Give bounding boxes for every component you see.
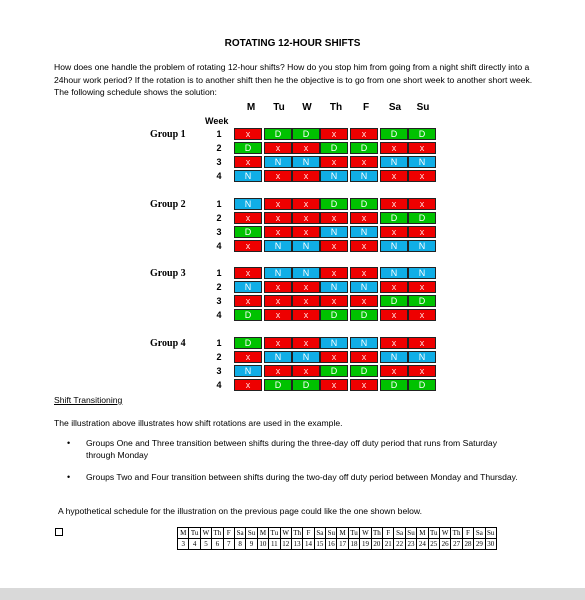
day-header: Th xyxy=(329,102,343,113)
day-shift-cell: D xyxy=(292,379,320,391)
week-number: 4 xyxy=(216,171,222,181)
day-shift-cell: D xyxy=(320,309,348,321)
night-shift-cell: N xyxy=(234,198,262,210)
calendar-date-cell: 4 xyxy=(189,539,200,550)
day-shift-cell: D xyxy=(264,128,292,140)
off-duty-cell: x xyxy=(292,198,320,210)
calendar-day-header: Th xyxy=(293,529,301,537)
calendar-day-header: Su xyxy=(247,529,256,537)
week-number: 1 xyxy=(216,199,222,209)
off-duty-cell: x xyxy=(408,198,436,210)
calendar-day-header: Tu xyxy=(430,529,438,537)
off-duty-cell: x xyxy=(408,226,436,238)
off-duty-cell: x xyxy=(234,240,262,252)
calendar-day-header: W xyxy=(439,528,450,539)
night-shift-cell: N xyxy=(320,337,348,349)
calendar-date-cell: 25 xyxy=(428,539,439,550)
day-shift-cell: D xyxy=(408,379,436,391)
off-duty-cell: x xyxy=(380,226,408,238)
day-shift-cell: D xyxy=(350,365,378,377)
off-duty-cell: x xyxy=(292,337,320,349)
day-shift-cell: D xyxy=(408,128,436,140)
off-duty-cell: x xyxy=(380,142,408,154)
night-shift-cell: N xyxy=(408,351,436,363)
off-duty-cell: x xyxy=(264,281,292,293)
calendar-date-cell: 28 xyxy=(462,539,473,550)
off-duty-cell: x xyxy=(320,267,348,279)
off-duty-cell: x xyxy=(350,379,378,391)
night-shift-cell: N xyxy=(292,156,320,168)
off-duty-cell: x xyxy=(408,337,436,349)
day-shift-cell: D xyxy=(234,309,262,321)
calendar-day-header: Tu xyxy=(190,529,199,537)
week-number: 4 xyxy=(216,380,222,390)
bullet-item-groups-one-three: Groups One and Three transition between shifts during the three-day off duty period that runs from Saturday through Monday xyxy=(86,438,497,460)
off-duty-cell: x xyxy=(264,365,292,377)
week-number: 1 xyxy=(216,129,222,139)
calendar-date-cell: 14 xyxy=(303,539,314,550)
off-duty-cell: x xyxy=(234,128,262,140)
day-shift-cell: D xyxy=(234,226,262,238)
night-shift-cell: N xyxy=(234,170,262,182)
off-duty-cell: x xyxy=(380,170,408,182)
calendar-table xyxy=(177,527,497,550)
off-duty-cell: x xyxy=(292,170,320,182)
off-duty-cell: x xyxy=(234,267,262,279)
calendar-day-header: Th xyxy=(452,529,461,537)
hypothetical-schedule-paragraph: A hypothetical schedule for the illustration on the previous page could like the one shown below. xyxy=(58,506,423,516)
group-label: Group 2 xyxy=(150,199,186,210)
bullet-item-groups-two-four: Groups Two and Four transition between shifts during the two-day off duty period between Monday and Thursday. xyxy=(86,472,518,482)
day-header: Su xyxy=(416,102,430,113)
calendar-date-cell: 29 xyxy=(474,539,485,550)
off-duty-cell: x xyxy=(408,365,436,377)
off-duty-cell: x xyxy=(320,351,348,363)
off-duty-cell: x xyxy=(320,240,348,252)
off-duty-cell: x xyxy=(320,295,348,307)
off-duty-cell: x xyxy=(264,295,292,307)
calendar-day-header: Sa xyxy=(474,528,485,539)
page-bottom-edge xyxy=(0,588,585,600)
night-shift-cell: N xyxy=(380,267,408,279)
day-header: F xyxy=(362,102,370,113)
group-label: Group 4 xyxy=(150,338,186,349)
off-duty-cell: x xyxy=(264,309,292,321)
bullet-dot: • xyxy=(67,438,71,448)
calendar-date-cell: 23 xyxy=(405,539,416,550)
off-duty-cell: x xyxy=(234,379,262,391)
calendar-date-cell: 21 xyxy=(383,539,394,550)
week-number: 2 xyxy=(216,143,222,153)
week-column-header: Week xyxy=(205,116,229,126)
night-shift-cell: N xyxy=(350,226,378,238)
night-shift-cell: N xyxy=(264,351,292,363)
calendar-day-header: Su xyxy=(487,529,495,537)
calendar-date-cell: 24 xyxy=(417,539,428,550)
off-duty-cell: x xyxy=(234,351,262,363)
day-shift-cell: D xyxy=(380,128,408,140)
calendar-day-header: M xyxy=(178,528,189,539)
off-duty-cell: x xyxy=(380,365,408,377)
calendar-day-header: F xyxy=(383,528,394,539)
night-shift-cell: N xyxy=(234,365,262,377)
illustration-paragraph: The illustration above illustrates how shift rotations are used in the example. xyxy=(54,418,343,428)
off-duty-cell: x xyxy=(234,295,262,307)
calendar-date-cell: 17 xyxy=(337,539,348,550)
calendar-date-cell: 11 xyxy=(269,539,280,550)
off-duty-cell: x xyxy=(292,142,320,154)
off-duty-cell: x xyxy=(350,295,378,307)
calendar-date-cell: 12 xyxy=(280,539,291,550)
off-duty-cell: x xyxy=(408,281,436,293)
night-shift-cell: N xyxy=(264,240,292,252)
night-shift-cell: N xyxy=(320,170,348,182)
calendar-day-header: M xyxy=(337,528,348,539)
calendar-day-header: W xyxy=(200,528,211,539)
off-duty-cell: x xyxy=(264,337,292,349)
off-duty-cell: x xyxy=(264,226,292,238)
calendar-day-header: Th xyxy=(213,529,222,537)
off-duty-cell: x xyxy=(408,309,436,321)
off-duty-cell: x xyxy=(380,281,408,293)
week-number: 2 xyxy=(216,352,222,362)
day-header: Tu xyxy=(273,102,285,113)
week-number: 3 xyxy=(216,157,222,167)
off-duty-cell: x xyxy=(380,309,408,321)
day-header: M xyxy=(246,102,256,113)
night-shift-cell: N xyxy=(320,226,348,238)
calendar-date-cell: 3 xyxy=(178,539,189,550)
calendar-date-cell: 10 xyxy=(257,539,268,550)
night-shift-cell: N xyxy=(408,267,436,279)
calendar-day-header: W xyxy=(280,528,291,539)
day-shift-cell: D xyxy=(408,212,436,224)
week-number: 1 xyxy=(216,338,222,348)
off-duty-cell: x xyxy=(408,170,436,182)
calendar-date-cell: 8 xyxy=(234,539,245,550)
day-shift-cell: D xyxy=(350,309,378,321)
calendar-day-header: F xyxy=(462,528,473,539)
calendar-date-cell: 26 xyxy=(439,539,450,550)
calendar-date-cell: 9 xyxy=(246,539,257,550)
calendar-date-cell: 19 xyxy=(360,539,371,550)
off-duty-cell: x xyxy=(292,295,320,307)
checkbox-icon xyxy=(55,528,63,536)
off-duty-cell: x xyxy=(234,156,262,168)
group-label: Group 1 xyxy=(150,129,186,140)
week-number: 3 xyxy=(216,227,222,237)
night-shift-cell: N xyxy=(320,281,348,293)
off-duty-cell: x xyxy=(292,309,320,321)
page-title: ROTATING 12-HOUR SHIFTS xyxy=(224,38,361,49)
week-number: 2 xyxy=(216,213,222,223)
calendar-date-cell: 13 xyxy=(291,539,302,550)
calendar-date-cell: 27 xyxy=(451,539,462,550)
calendar-date-cell: 20 xyxy=(371,539,382,550)
off-duty-cell: x xyxy=(264,142,292,154)
off-duty-cell: x xyxy=(320,156,348,168)
day-shift-cell: D xyxy=(380,379,408,391)
calendar-date-cell: 5 xyxy=(200,539,211,550)
off-duty-cell: x xyxy=(292,212,320,224)
calendar-date-cell: 22 xyxy=(394,539,405,550)
day-shift-cell: D xyxy=(320,198,348,210)
day-shift-cell: D xyxy=(320,142,348,154)
night-shift-cell: N xyxy=(380,351,408,363)
calendar-day-header: Sa xyxy=(234,528,245,539)
calendar-date-cell: 7 xyxy=(223,539,234,550)
day-header: Sa xyxy=(388,102,402,113)
calendar-day-header: Tu xyxy=(270,529,279,537)
off-duty-cell: x xyxy=(350,156,378,168)
night-shift-cell: N xyxy=(408,156,436,168)
week-number: 1 xyxy=(216,268,222,278)
off-duty-cell: x xyxy=(350,351,378,363)
day-shift-cell: D xyxy=(350,142,378,154)
night-shift-cell: N xyxy=(408,240,436,252)
off-duty-cell: x xyxy=(350,212,378,224)
week-number: 4 xyxy=(216,310,222,320)
off-duty-cell: x xyxy=(264,212,292,224)
off-duty-cell: x xyxy=(380,337,408,349)
calendar-date-cell: 6 xyxy=(212,539,223,550)
calendar-day-header: Sa xyxy=(314,528,325,539)
night-shift-cell: N xyxy=(350,170,378,182)
intro-paragraph: How does one handle the problem of rotating 12-hour shifts? How do you stop him from going from a night shift directly into a 24hour work period? If the rotation is to another shift then he the objective is to go from one short week to another short week. The following schedule shows the solution: xyxy=(54,62,533,97)
off-duty-cell: x xyxy=(350,267,378,279)
day-shift-cell: D xyxy=(350,198,378,210)
week-number: 3 xyxy=(216,366,222,376)
off-duty-cell: x xyxy=(350,128,378,140)
off-duty-cell: x xyxy=(320,212,348,224)
night-shift-cell: N xyxy=(380,156,408,168)
calendar-day-header: Sa xyxy=(394,528,405,539)
calendar-date-cell: 30 xyxy=(485,539,496,550)
calendar-day-header: W xyxy=(360,528,371,539)
calendar-day-header: Th xyxy=(372,529,381,537)
off-duty-cell: x xyxy=(264,170,292,182)
night-shift-cell: N xyxy=(292,351,320,363)
group-label: Group 3 xyxy=(150,268,186,279)
calendar-day-header: F xyxy=(223,528,234,539)
bullet-dot: • xyxy=(67,472,71,482)
off-duty-cell: x xyxy=(408,142,436,154)
week-number: 3 xyxy=(216,296,222,306)
night-shift-cell: N xyxy=(292,267,320,279)
off-duty-cell: x xyxy=(292,365,320,377)
off-duty-cell: x xyxy=(292,226,320,238)
calendar-day-header: F xyxy=(303,528,314,539)
night-shift-cell: N xyxy=(350,337,378,349)
day-shift-cell: D xyxy=(292,128,320,140)
calendar-date-cell: 15 xyxy=(314,539,325,550)
week-number: 2 xyxy=(216,282,222,292)
calendar-date-cell: 16 xyxy=(326,539,337,550)
off-duty-cell: x xyxy=(234,212,262,224)
calendar-day-header: Su xyxy=(327,529,335,537)
calendar-day-header: Tu xyxy=(350,529,358,537)
night-shift-cell: N xyxy=(264,156,292,168)
night-shift-cell: N xyxy=(234,281,262,293)
calendar-day-header: M xyxy=(257,528,268,539)
day-shift-cell: D xyxy=(234,337,262,349)
night-shift-cell: N xyxy=(264,267,292,279)
day-shift-cell: D xyxy=(264,379,292,391)
off-duty-cell: x xyxy=(320,128,348,140)
night-shift-cell: N xyxy=(350,281,378,293)
calendar-header-row xyxy=(178,528,497,539)
off-duty-cell: x xyxy=(350,240,378,252)
day-header: W xyxy=(302,102,312,113)
off-duty-cell: x xyxy=(380,198,408,210)
night-shift-cell: N xyxy=(292,240,320,252)
day-shift-cell: D xyxy=(380,295,408,307)
off-duty-cell: x xyxy=(264,198,292,210)
calendar-dates-row xyxy=(178,539,497,550)
calendar-day-header: Su xyxy=(407,529,415,537)
shift-transitioning-heading: Shift Transitioning xyxy=(54,395,123,405)
calendar-date-cell: 18 xyxy=(348,539,359,550)
day-shift-cell: D xyxy=(320,365,348,377)
week-number: 4 xyxy=(216,241,222,251)
day-shift-cell: D xyxy=(234,142,262,154)
off-duty-cell: x xyxy=(292,281,320,293)
calendar-day-header: M xyxy=(417,528,428,539)
night-shift-cell: N xyxy=(380,240,408,252)
off-duty-cell: x xyxy=(320,379,348,391)
day-shift-cell: D xyxy=(408,295,436,307)
day-shift-cell: D xyxy=(380,212,408,224)
